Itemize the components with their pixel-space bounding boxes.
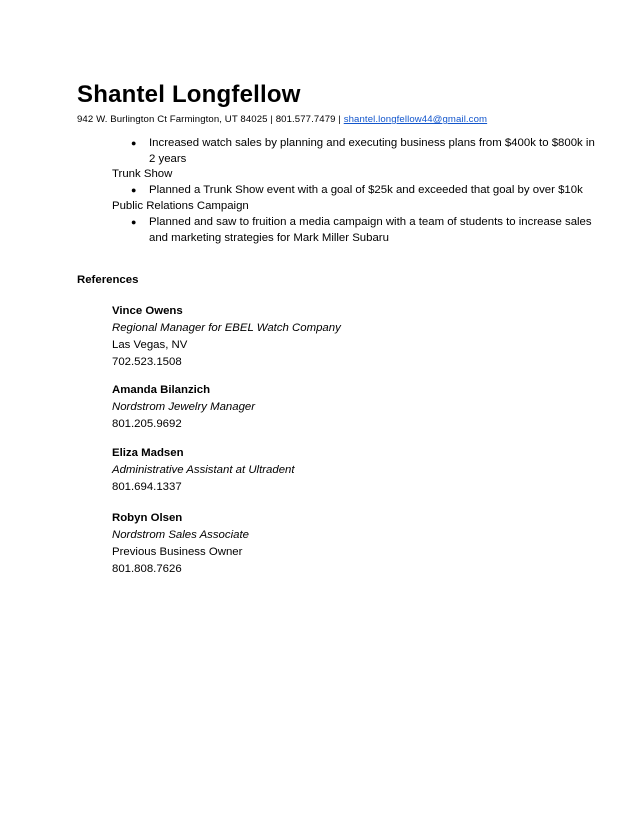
reference-phone: 801.808.7626 bbox=[112, 563, 182, 575]
reference-phone: 702.523.1508 bbox=[112, 356, 182, 368]
item-label: Trunk Show bbox=[112, 168, 173, 180]
email-link[interactable]: shantel.longfellow44@gmail.com bbox=[343, 114, 488, 125]
address: 942 W. Burlington Ct Farmington, UT 84025 bbox=[77, 114, 268, 125]
bullet-text: Increased watch sales by planning and executing business plans from $400k to $800k in bbox=[149, 137, 595, 149]
bullet-text: Planned a Trunk Show event with a goal of $25k and exceeded that goal by over $10k bbox=[149, 184, 583, 196]
applicant-name: Shantel Longfellow bbox=[77, 81, 301, 108]
separator: | bbox=[267, 114, 276, 125]
reference-location: Las Vegas, NV bbox=[112, 339, 188, 351]
reference-title: Regional Manager for EBEL Watch Company bbox=[112, 322, 341, 334]
reference-name: Eliza Madsen bbox=[112, 447, 184, 459]
bullet-icon: ● bbox=[131, 185, 137, 195]
separator: | bbox=[335, 114, 344, 125]
reference-name: Robyn Olsen bbox=[112, 512, 183, 524]
bullet-text: Planned and saw to fruition a media campaign with a team of students to increase sales bbox=[149, 216, 592, 228]
reference-phone: 801.694.1337 bbox=[112, 481, 182, 493]
references-heading: References bbox=[77, 274, 139, 286]
reference-entry bbox=[112, 510, 249, 578]
reference-title: Nordstrom Sales Associate bbox=[112, 529, 249, 541]
bullet-text-continued: 2 years bbox=[149, 153, 187, 165]
bullet-icon: ● bbox=[131, 138, 137, 148]
reference-note: Previous Business Owner bbox=[112, 546, 243, 558]
bullet-icon: ● bbox=[131, 217, 137, 227]
reference-title: Nordstrom Jewelry Manager bbox=[112, 401, 256, 413]
phone: 801.577.7479 bbox=[275, 114, 336, 125]
reference-entry bbox=[112, 445, 295, 496]
reference-name: Vince Owens bbox=[112, 305, 183, 317]
bullet-text-continued: and marketing strategies for Mark Miller Subaru bbox=[149, 232, 389, 244]
item-label: Public Relations Campaign bbox=[112, 200, 249, 212]
reference-name: Amanda Bilanzich bbox=[112, 384, 211, 396]
reference-entry bbox=[112, 382, 255, 433]
reference-title: Administrative Assistant at Ultradent bbox=[112, 464, 295, 476]
contact-line bbox=[77, 114, 487, 125]
reference-entry bbox=[112, 303, 341, 371]
reference-phone: 801.205.9692 bbox=[112, 418, 182, 430]
